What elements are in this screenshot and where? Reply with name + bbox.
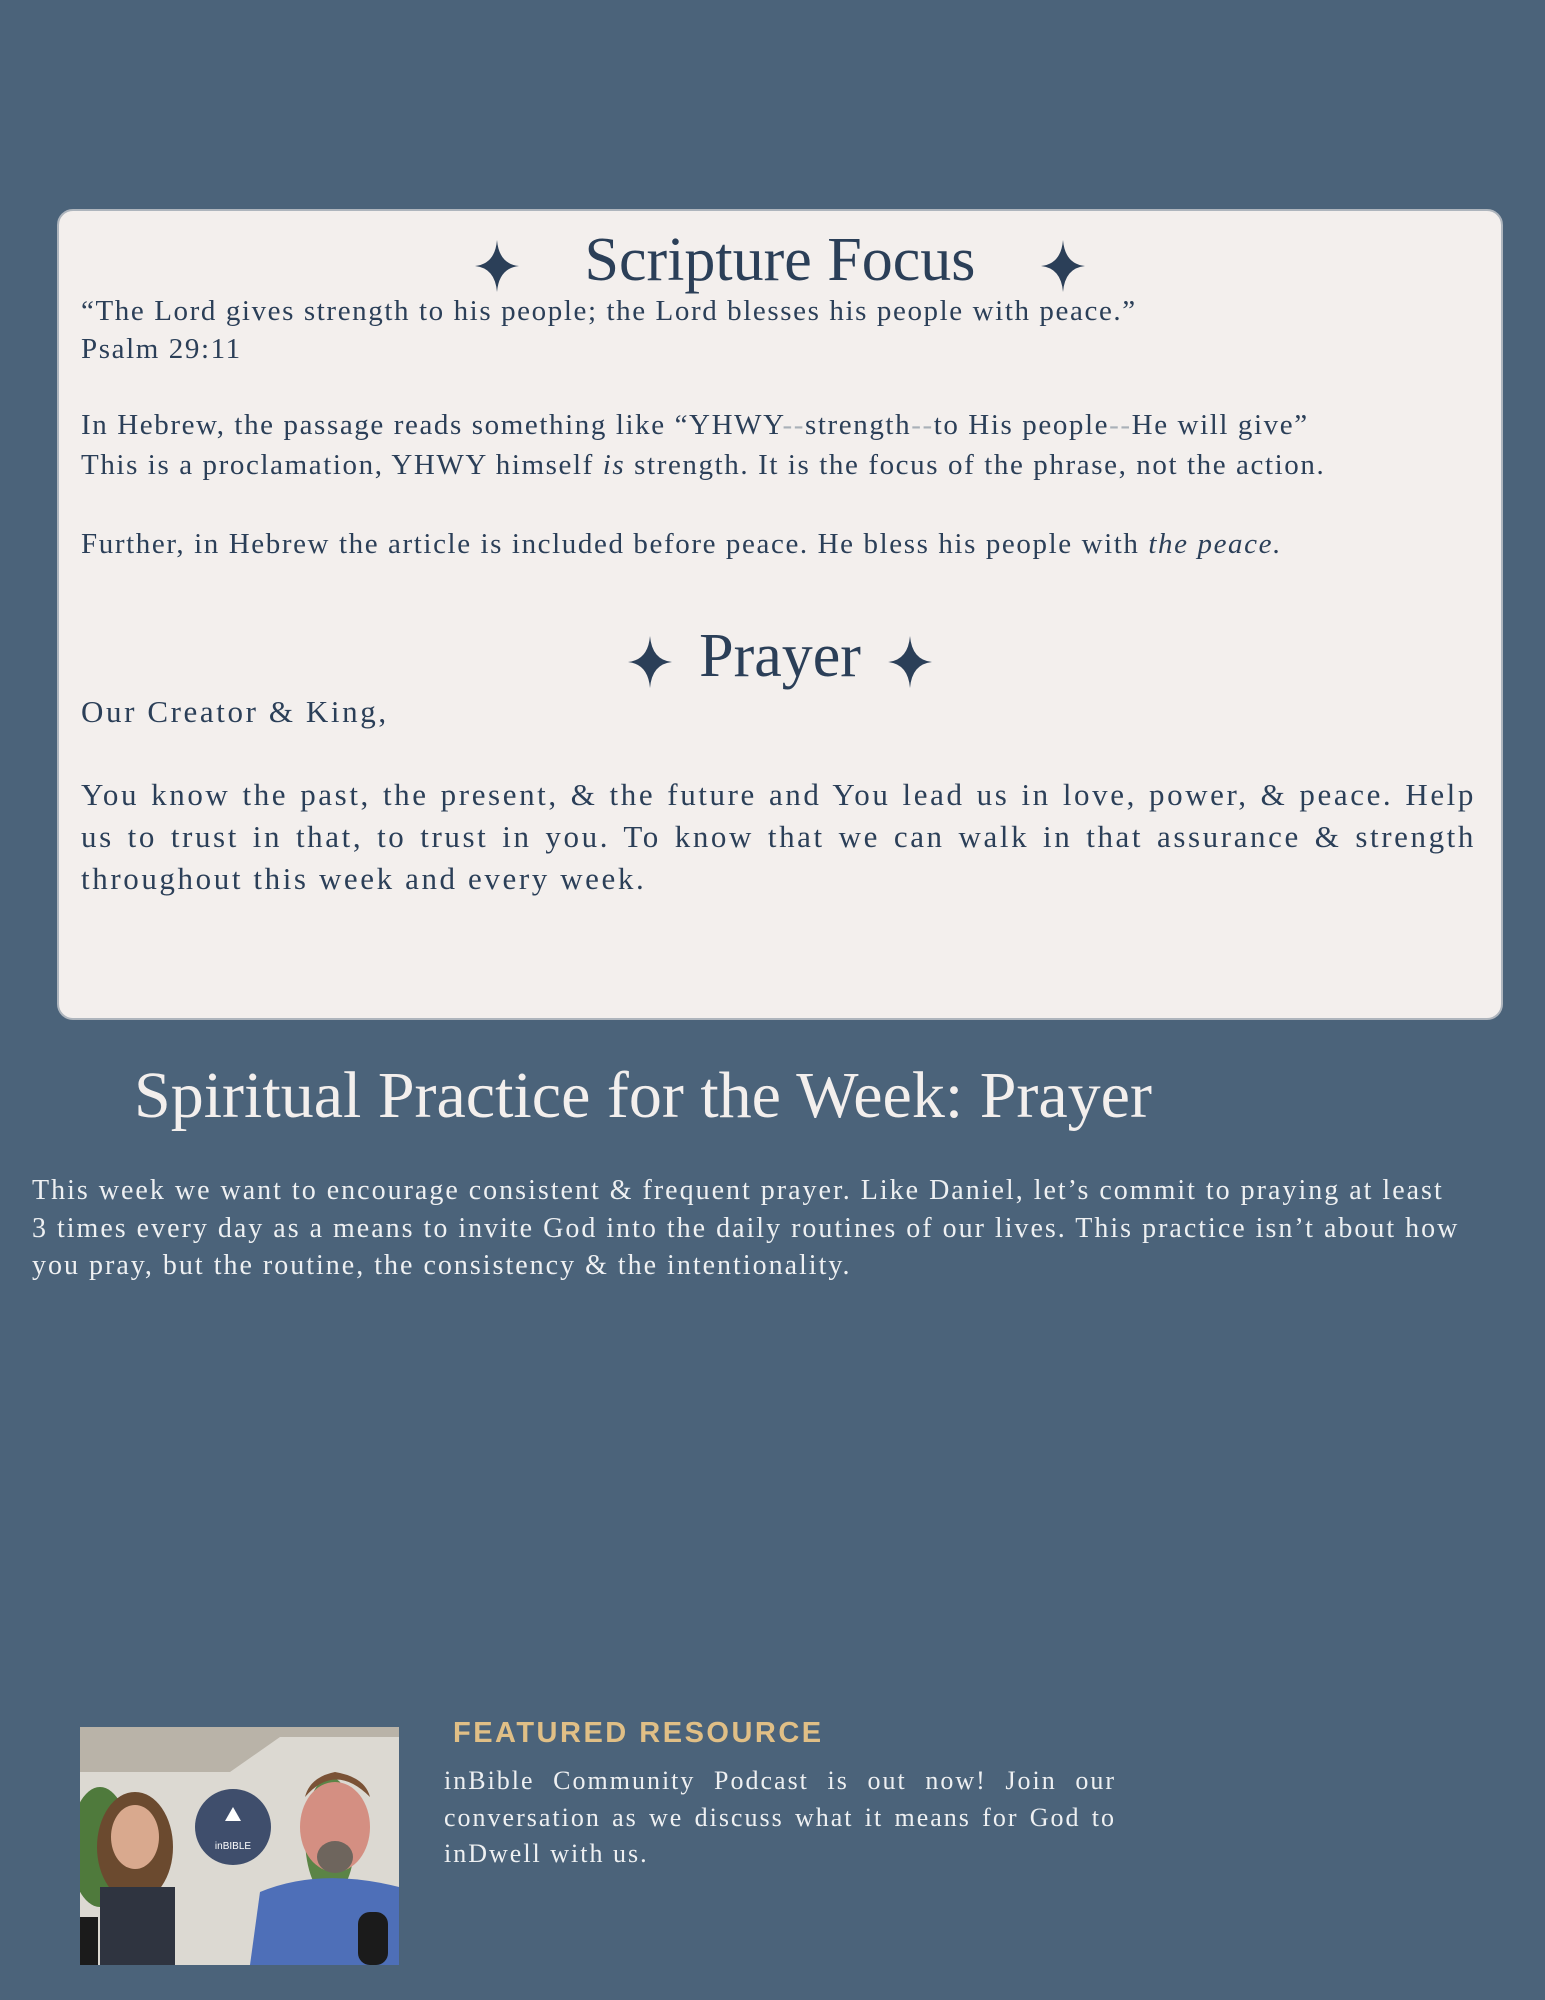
sparkle-icon bbox=[888, 636, 932, 688]
scripture-reference: Psalm 29:11 bbox=[81, 333, 242, 365]
emphasis: the peace. bbox=[1148, 528, 1282, 560]
prayer-title: Prayer bbox=[699, 622, 861, 690]
prayer-body: You know the past, the present, & the future and You lead us in love, power, & peace. Help us to trust in that, to trust in you. To know that we can walk in that assurance & strength throughout this week and every week. bbox=[81, 777, 1476, 896]
podcast-hosts-image bbox=[80, 1727, 399, 1965]
text: He will give” bbox=[1131, 409, 1309, 441]
prayer-heading bbox=[59, 622, 1501, 690]
scripture-title: Scripture Focus bbox=[584, 226, 976, 294]
scripture-card bbox=[57, 209, 1503, 1020]
text: strength bbox=[804, 409, 912, 441]
text: to His people bbox=[933, 409, 1110, 441]
scripture-quote: “The Lord gives strength to his people; the Lord blesses his people with peace.” bbox=[81, 295, 1137, 327]
further-note bbox=[81, 528, 1282, 561]
text: Further, in Hebrew the article is included before peace. He bless his people with bbox=[81, 528, 1149, 560]
sparkle-icon bbox=[1041, 240, 1085, 292]
hebrew-note-line1 bbox=[81, 409, 1309, 442]
text: This is a proclamation, YHWY himself bbox=[81, 449, 603, 481]
text: In Hebrew, the passage reads something like “YHWY bbox=[81, 409, 783, 441]
featured-resource-body: inBible Community Podcast is out now! Join our conversation as we discuss what it means for God to inDwell with us. bbox=[444, 1766, 1116, 1868]
podcast-photo bbox=[80, 1727, 399, 1965]
emphasis: is bbox=[602, 449, 626, 481]
dash: -- bbox=[782, 409, 805, 441]
text: strength. It is the focus of the phrase, not the action. bbox=[625, 449, 1326, 481]
sparkle-icon bbox=[475, 240, 519, 292]
hebrew-note-line2 bbox=[81, 449, 1325, 482]
logo-text: inBIBLE bbox=[214, 1841, 252, 1852]
prayer-salutation: Our Creator & King, bbox=[81, 694, 389, 729]
scripture-focus-heading bbox=[59, 226, 1501, 294]
dash: -- bbox=[1109, 409, 1132, 441]
spiritual-practice-body: This week we want to encourage consistent & frequent prayer. Like Daniel, let’s commit to praying at least 3 times every day as a means to invite God into the daily routines of our lives. This practice isn’t about how you pray, but the routine, the consistency & the intentionality. bbox=[32, 1175, 1460, 1281]
sparkle-icon bbox=[628, 636, 672, 688]
featured-resource-label: FEATURED RESOURCE bbox=[453, 1717, 824, 1749]
spiritual-practice-heading: Spiritual Practice for the Week: Prayer bbox=[134, 1059, 1152, 1132]
dash: -- bbox=[911, 409, 934, 441]
